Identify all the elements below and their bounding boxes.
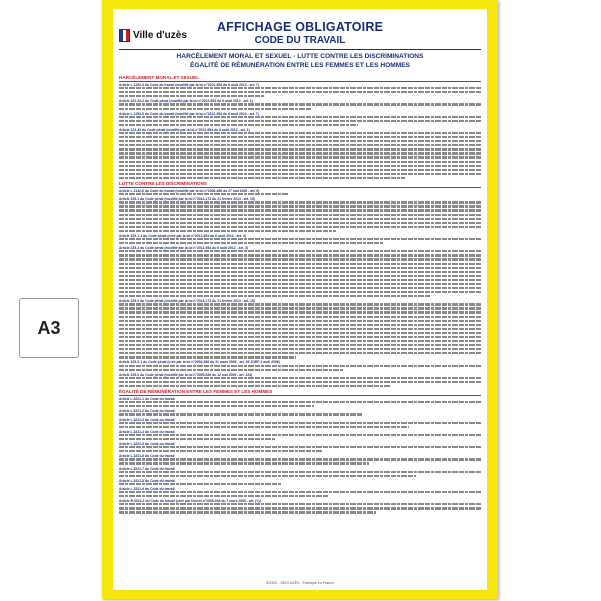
text-line: [119, 471, 481, 473]
article-text: [119, 250, 481, 297]
article-title: Article L.3221-3 du Code du travail: [119, 417, 175, 422]
text-line: [119, 336, 481, 338]
text-line: [119, 267, 481, 269]
article-title: Article 225-3 du Code pénal (modifié par la loi n°2014-173 du 21 février 2014 - art. 15): [119, 299, 255, 304]
text-line: [119, 495, 329, 497]
poster-footer: SO300 - SEDI UZÈS - Fabriqué en France: [266, 581, 334, 585]
notice-poster: [102, 0, 498, 599]
text-line: [119, 173, 481, 175]
text-line: [119, 352, 481, 354]
article-text: [119, 132, 481, 179]
article-text: [119, 365, 481, 371]
section-heading: LUTTE CONTRE LES DISCRIMINATIONS: [119, 181, 481, 188]
section-heading: HARCÈLEMENT MORAL ET SEXUEL: [119, 75, 481, 82]
text-line: [119, 291, 481, 293]
article-text: [119, 193, 481, 195]
article-title: Article 222-33 du Code pénal (modifié par la loi n°2012-954 du 6 août 2012 - art. 1): [119, 127, 250, 132]
article-title: Article R.3221-2 du Code du travail (créé par Décret n°2008-244 du 7 mars 2008 - art. (V)): [119, 499, 261, 504]
text-line: [119, 475, 416, 477]
article-title: Article 222-33-2 du Code pénal (modifié par la loi n°2012-954 du 6 août 2012 - art. 1): [119, 99, 253, 104]
text-line: [119, 422, 481, 424]
article-text: [119, 87, 481, 97]
article-text: [119, 434, 481, 440]
article-title: Article L.3221-7 du Code du travail: [119, 466, 175, 471]
text-line: [119, 148, 481, 150]
article-title: Article 225-4 du Code pénal (modifié par la loi n°2009-526 du 12 mai 2009 - art. 124): [119, 372, 253, 377]
article-text: [119, 401, 481, 407]
text-line: [119, 283, 481, 285]
text-line: [119, 201, 481, 203]
text-line: [119, 303, 481, 305]
text-line: [119, 332, 481, 334]
text-line: [119, 258, 481, 260]
text-line: [119, 218, 481, 220]
article-title: Article 225-2 du Code pénal (modifié par la loi n°2012-954 du 6 août 2012 - art. 3): [119, 246, 248, 251]
text-line: [119, 348, 481, 350]
text-line: [119, 381, 481, 383]
text-line: [119, 405, 314, 407]
article-title: Article L.3221-1 du Code du travail: [119, 397, 175, 402]
poster-subtitle: CODE DU TRAVAIL: [254, 35, 346, 46]
text-line: [119, 365, 481, 367]
article-text: [119, 303, 481, 358]
text-line: [119, 307, 481, 309]
article-title: Article L.3221-2 du Code du travail: [119, 409, 175, 414]
article-text: [119, 491, 481, 497]
text-line: [119, 426, 409, 428]
text-line: [119, 413, 362, 415]
text-line: [119, 165, 481, 167]
text-line: [119, 316, 481, 318]
text-line: [119, 238, 481, 240]
text-line: [119, 205, 481, 207]
text-line: [119, 356, 296, 358]
text-line: [119, 328, 481, 330]
poster-body: [119, 73, 481, 572]
article-title: Article 225-1 du Code pénal (modifié par la loi n°2014-173 du 21 février 2014 - art. 15): [119, 197, 255, 202]
article-title: Article L.1153-5 du Code du travail (modifié par la loi n°2012-954 du 6 août 2012 - art. 7): [119, 111, 259, 116]
section-heading: ÉGALITÉ DE RÉMUNÉRATION ENTRE LES FEMMES ET LES HOMMES: [119, 389, 481, 396]
text-line: [119, 377, 481, 379]
text-line: [119, 152, 481, 154]
article-title: Article L.3221-5 du Code du travail: [119, 442, 175, 447]
article-title: Article L.3221-4 du Code du travail: [119, 429, 175, 434]
article-title: Article 225-1-1 du Code pénal (créé par la loi n°2012-954 du 6 août 2012 - art. 3): [119, 233, 246, 238]
text-line: [119, 450, 322, 452]
text-line: [119, 507, 481, 509]
text-line: [119, 156, 481, 158]
text-line: [119, 120, 481, 122]
text-line: [119, 140, 481, 142]
text-line: [119, 275, 481, 277]
text-line: [119, 503, 481, 505]
article-title: Article 225-3-1 du Code pénal (créé par la loi n°2006-396 du 31 mars 2006 - art. 45 JORF 2 avril 2006): [119, 360, 280, 365]
poster-title: AFFICHAGE OBLIGATOIRE: [216, 20, 384, 34]
text-line: [119, 369, 343, 371]
text-line: [119, 458, 481, 460]
text-line: [119, 446, 481, 448]
text-line: [119, 462, 369, 464]
text-line: [119, 91, 481, 93]
article-title: Article L.1152-4 du Code du travail (modifié par la loi n°2012-954 du 6 août 2012 - art. 7): [119, 83, 259, 87]
title-divider: [119, 49, 481, 50]
article-text: [119, 483, 481, 485]
paper-size-badge: A3: [19, 298, 79, 358]
text-line: [119, 320, 481, 322]
text-line: [119, 491, 481, 493]
article-text: [119, 458, 481, 464]
text-line: [119, 271, 481, 273]
text-line: [119, 136, 481, 138]
article-text: [119, 422, 481, 428]
text-line: [119, 226, 481, 228]
text-line: [119, 95, 264, 97]
text-line: [119, 132, 481, 134]
heading-line-2: ÉGALITÉ DE RÉMUNÉRATION ENTRE LES FEMMES ET LES HOMMES: [189, 62, 411, 69]
article-title: Article L.3221-8 du Code du travail: [119, 478, 175, 483]
article-title: Article L.3221-9 du Code du travail: [119, 486, 175, 491]
text-line: [119, 250, 481, 252]
heading-line-1: HARCÈLEMENT MORAL ET SEXUEL - LUTTE CONTRE LES DISCRIMINATIONS: [176, 53, 424, 60]
article-text: [119, 446, 481, 452]
text-line: [119, 193, 289, 195]
text-line: [119, 116, 481, 118]
text-line: [119, 242, 383, 244]
text-line: [119, 434, 481, 436]
text-line: [119, 438, 275, 440]
text-line: [119, 483, 282, 485]
text-line: [119, 385, 391, 387]
text-line: [119, 222, 481, 224]
article-title: Article L.3221-6 du Code du travail: [119, 454, 175, 459]
article-text: [119, 471, 481, 477]
text-line: [119, 124, 358, 126]
article-text: [119, 238, 481, 244]
text-line: [119, 87, 481, 89]
text-line: [119, 324, 481, 326]
article-title: Article L.1142-6 du Code du travail (modifié par la loi n°2008-496 du 27 mai 2008 - art. 6): [119, 189, 260, 194]
text-line: [119, 177, 405, 179]
text-line: [119, 161, 481, 163]
text-line: [119, 144, 481, 146]
text-line: [119, 254, 481, 256]
text-line: [119, 169, 481, 171]
article-text: [119, 503, 481, 513]
article-text: [119, 201, 481, 232]
text-line: [119, 340, 481, 342]
article-text: [119, 377, 481, 387]
text-line: [119, 279, 481, 281]
text-line: [119, 230, 336, 232]
text-line: [119, 214, 481, 216]
text-line: [119, 401, 481, 403]
text-line: [119, 344, 481, 346]
text-line: [119, 311, 481, 313]
text-line: [119, 287, 481, 289]
article-text: [119, 103, 481, 109]
text-line: [119, 103, 481, 105]
text-line: [119, 295, 430, 297]
logo-text: Ville d'uzès: [133, 30, 187, 41]
text-line: [119, 209, 481, 211]
text-line: [119, 263, 481, 265]
poster-sheet: [113, 9, 487, 590]
text-line: [119, 511, 376, 513]
article-text: [119, 413, 481, 415]
article-text: [119, 116, 481, 126]
text-line: [119, 108, 311, 110]
